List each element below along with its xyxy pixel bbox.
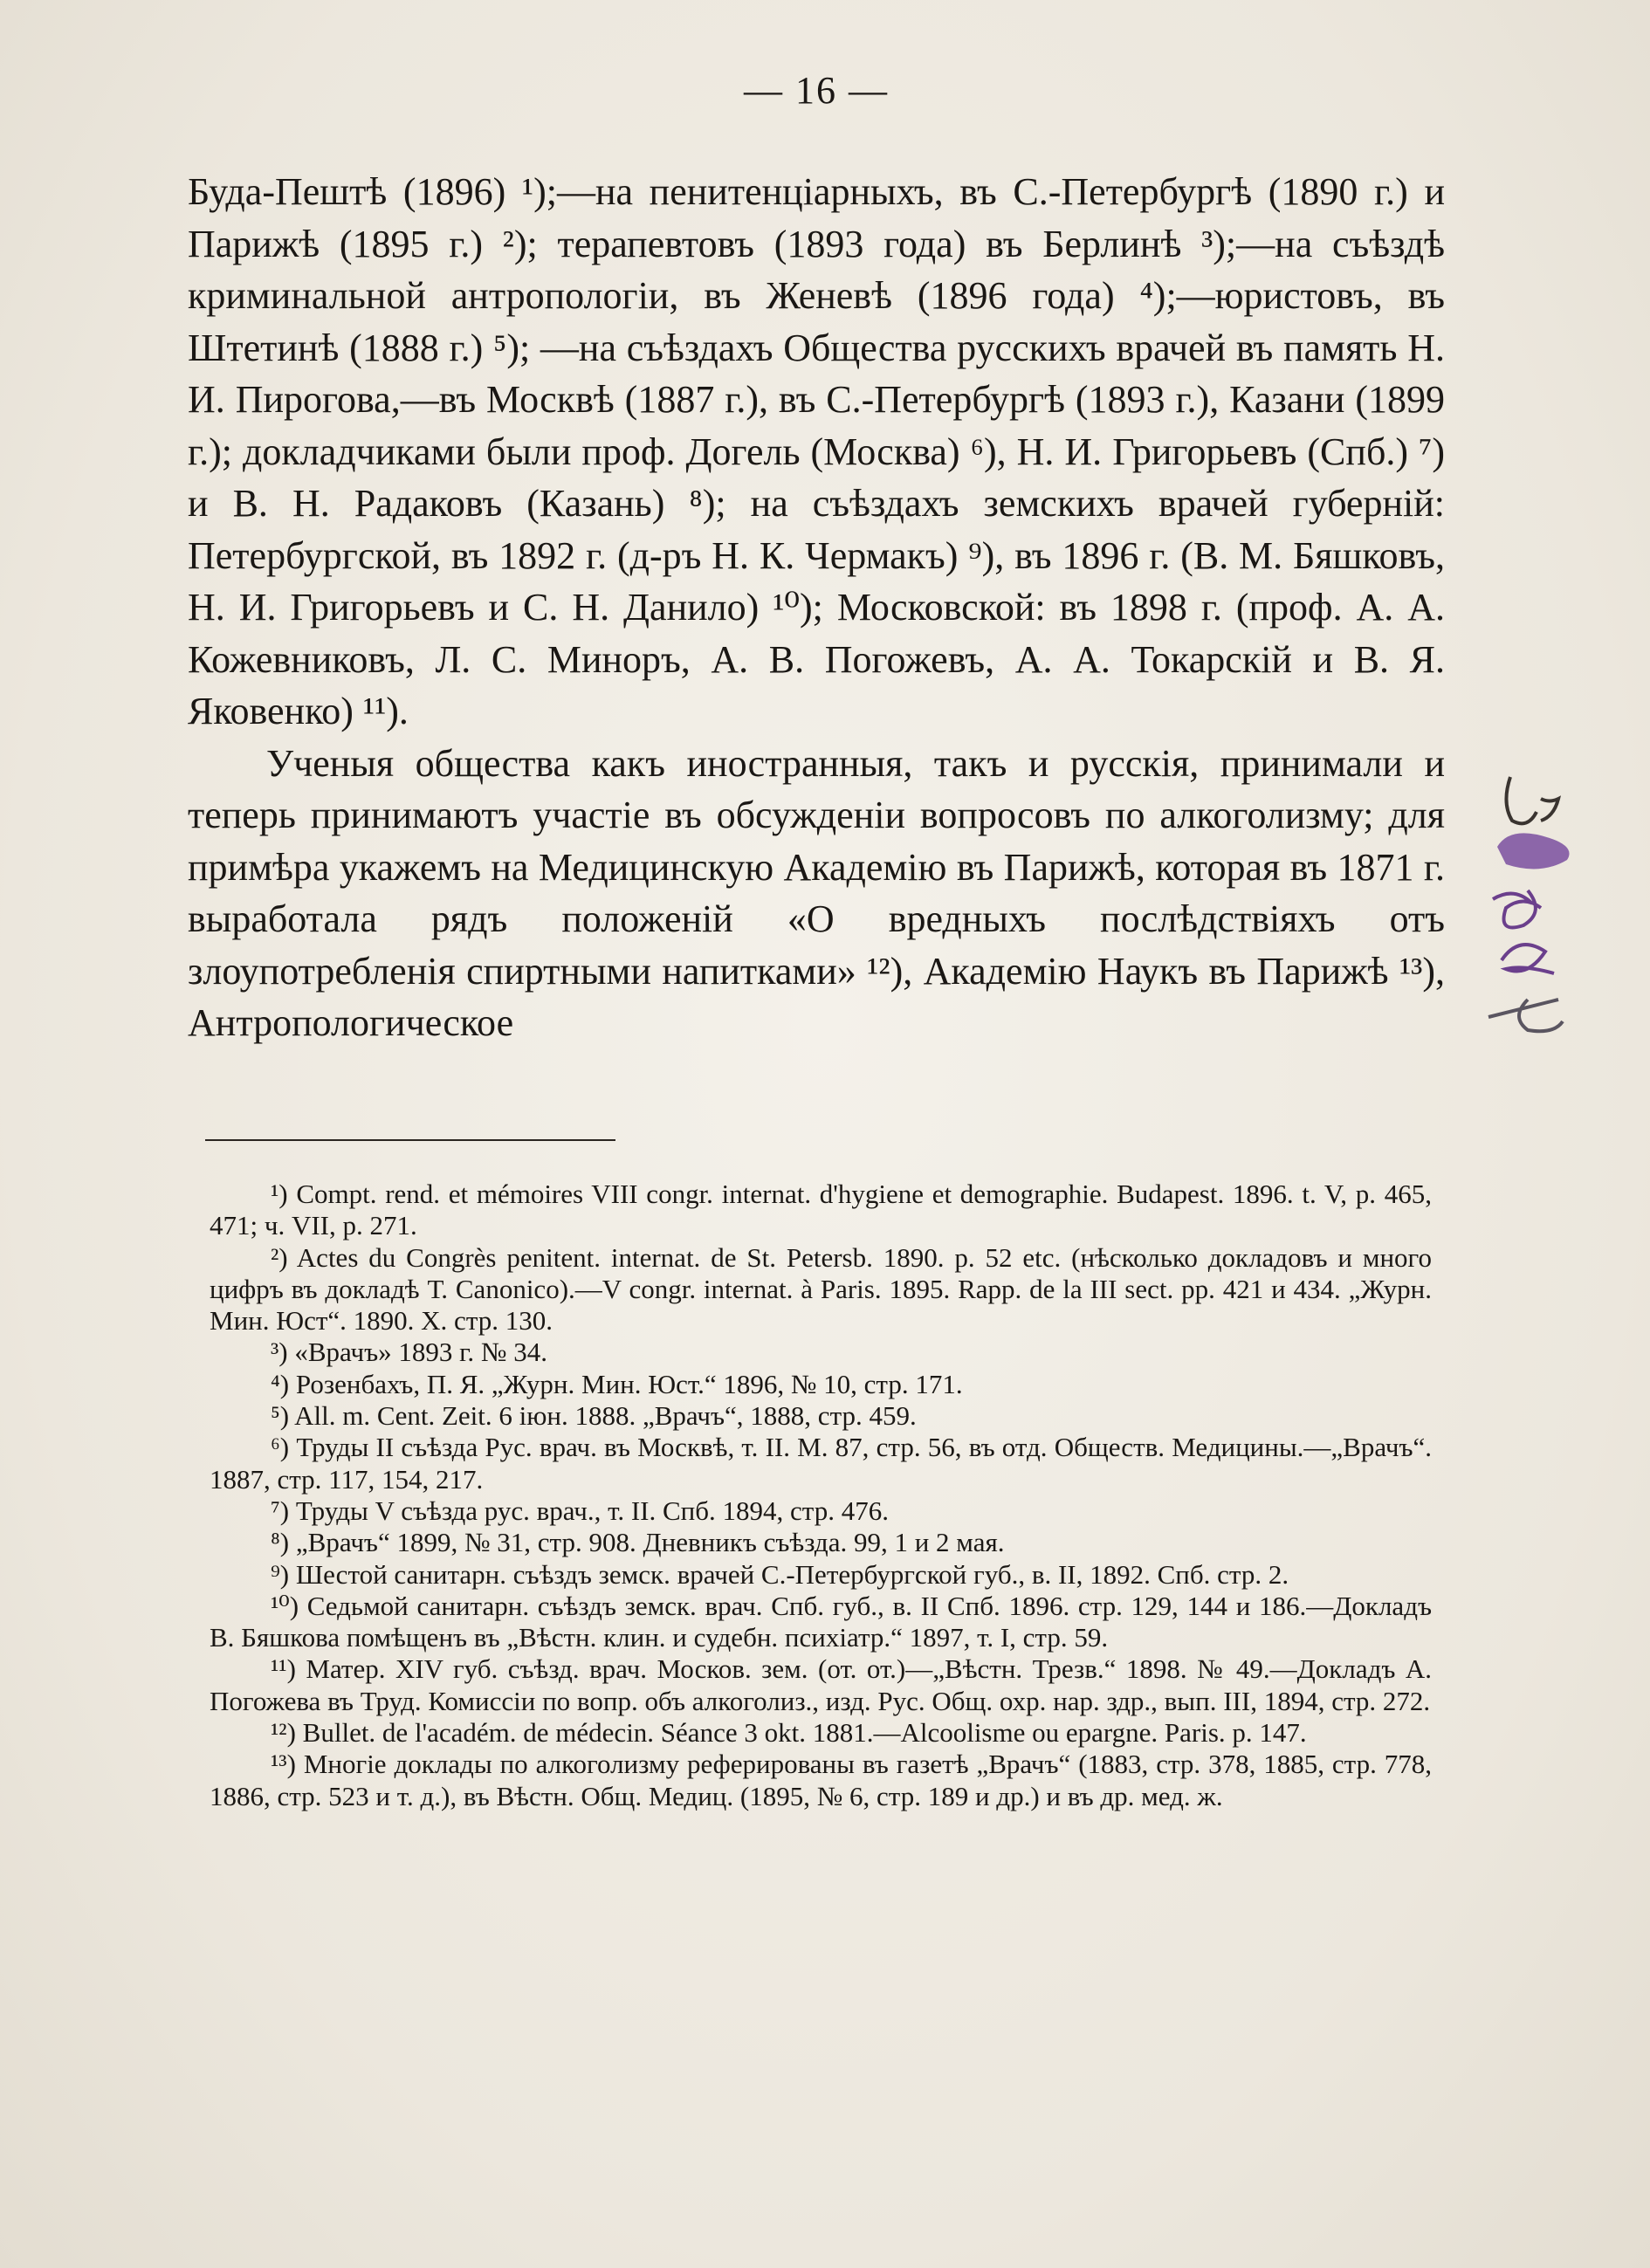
paragraph-1: Буда-Пештѣ (1896) ¹);—на пенитенціарныхъ, въ С.-Петербургѣ (1890 г.) и Парижѣ (1895 г.) ²); терапевтовъ (1893 года) въ Берлинѣ ³);—на съѣздѣ криминальной антропологіи, въ Женевѣ (1896 года) ⁴);—юристовъ, въ Штетинѣ (1888 г.) ⁵); —на съѣздахъ Общества русскихъ врачей въ память Н. И. Пирогова,—въ Москвѣ (1887 г.), въ С.-Петербургѣ (1893 г.), Казани (1899 г.); докладчиками были проф. Догель (Москва) ⁶), Н. И. Григорьевъ (Спб.) ⁷) и В. Н. Радаковъ (Казань) ⁸); на съѣздахъ земскихъ врачей губерній: Петербургской, въ 1892 г. (д-ръ Н. К. Чермакъ) ⁹), въ 1896 г. (В. М. Бяшковъ, Н. И. Григорьевъ и С. Н. Данило) ¹⁰); Московской: въ 1898 г. (проф. А. А. Кожевниковъ, Л. С. Миноръ, А. В. Погожевъ, А. А. Токарскій и В. Я. Яковенко) ¹¹). xyxy=(188,170,1445,732)
footnote-2: ²) Actes du Congrès penitent. internat. de St. Petersb. 1890. p. 52 etc. (нѣсколько докладовъ и много цифръ въ докладѣ Т. Canonico).—V congr. internat. à Paris. 1895. Rapp. de la III sect. pp. 421 и 434. „Журн. Мин. Юст“. 1890. X. стр. 130. xyxy=(210,1241,1432,1337)
footnote-10: ¹⁰) Седьмой санитарн. съѣздъ земск. врач. Спб. губ., в. II Спб. 1896. стр. 129, 144 и 186.—Докладъ В. Бяшкова помѣщенъ въ „Вѣстн. клин. и судебн. психiатр.“ 1897, т. I, стр. 59. xyxy=(210,1590,1432,1653)
handwritten-margin-marks xyxy=(1475,759,1606,1048)
footnote-5: ⁵) All. m. Cent. Zeit. 6 iюн. 1888. „Врачъ“, 1888, стр. 459. xyxy=(271,1400,917,1432)
footnote-8: ⁸) „Врачъ“ 1899, № 31, стр. 908. Дневникъ съѣзда. 99, 1 и 2 мая. xyxy=(271,1527,1005,1558)
paragraph-2: Ученыя общества какъ иностранныя, такъ и русскія, принимали и теперь принимаютъ участіе въ обсужденіи вопросовъ по алкоголизму; для примѣра укажемъ на Медицинскую Академію въ Парижѣ, которая въ 1871 г. выработала рядъ положеній «О вредныхъ послѣдствіяхъ отъ злоупотребленія спиртными напитками» ¹²), Академію Наукъ въ Парижѣ ¹³), Антропологическое xyxy=(188,741,1445,1044)
page-number: — 16 — xyxy=(744,69,889,112)
footnote-divider xyxy=(205,1139,615,1141)
footnotes xyxy=(210,1179,1432,1812)
footnote-1: ¹) Compt. rend. et mémoires VIII congr. internat. d'hygiene et demographie. Budapest. 1896. t. V, p. 465, 471; ч. VII, p. 271. xyxy=(210,1179,1432,1241)
footnote-3: ³) «Врачъ» 1893 г. № 34. xyxy=(271,1337,547,1368)
main-text xyxy=(188,166,1445,1049)
footnote-6: ⁶) Труды II съѣзда Рус. врач. въ Москвѣ, т. II. M. 87, стр. 56, въ отд. Обществ. Медицины.—„Врачъ“. 1887, стр. 117, 154, 217. xyxy=(210,1432,1432,1495)
footnote-13: ¹³) Многiе доклады по алкоголизму реферированы въ газетѣ „Врачъ“ (1883, стр. 378, 1885, стр. 778, 1886, стр. 523 и т. д.), въ Вѣстн. Общ. Медиц. (1895, № 6, стр. 189 и др.) и въ др. мед. ж. xyxy=(210,1749,1432,1811)
footnote-9: ⁹) Шестой санитарн. съѣздъ земск. врачей С.-Петербургской губ., в. II, 1892. Спб. стр. 2. xyxy=(271,1558,1289,1590)
footnote-11: ¹¹) Матер. XIV губ. съѣзд. врач. Москов. зем. (от. от.)—„Вѣстн. Трезв.“ 1898. № 49.—Докладъ А. Погожева въ Труд. Комиссiи по вопр. объ алкоголиз., изд. Рус. Общ. охр. нар. здр., вып. III, 1894, стр. 272. xyxy=(210,1653,1432,1716)
footnote-4: ⁴) Розенбахъ, П. Я. „Журн. Мин. Юст.“ 1896, № 10, стр. 171. xyxy=(271,1368,963,1399)
footnote-7: ⁷) Труды V съѣзда рус. врач., т. II. Спб. 1894, стр. 476. xyxy=(271,1495,889,1526)
footnote-12: ¹²) Bullet. de l'académ. de médecin. Séance 3 okt. 1881.—Alcoolisme ou epargne. Paris. p. 147. xyxy=(271,1717,1307,1749)
